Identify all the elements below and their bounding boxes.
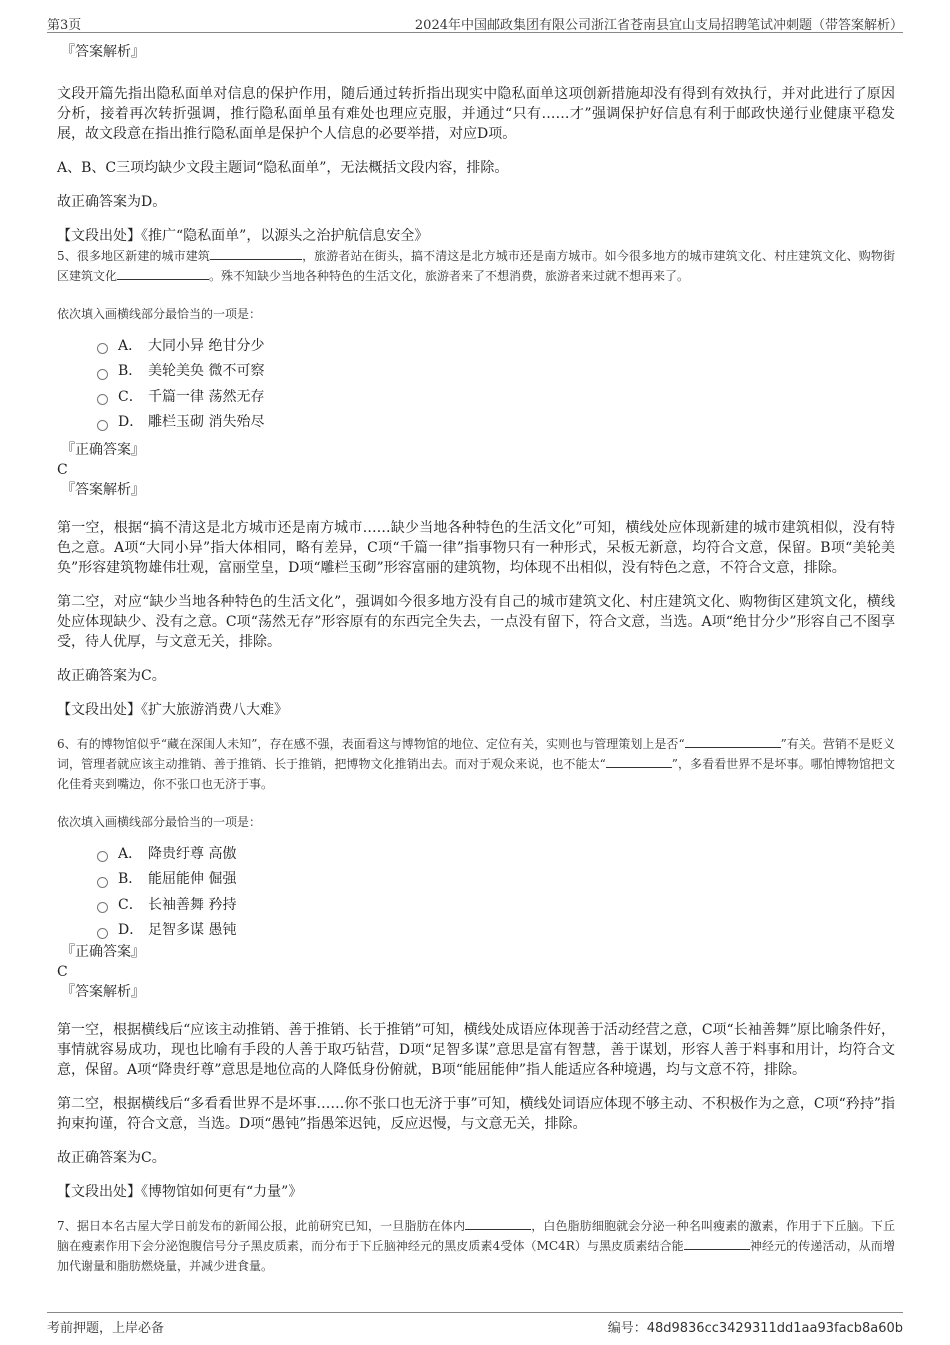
- question-prompt: 依次填入画横线部分最恰当的一项是：: [57, 307, 262, 321]
- analysis-paragraph: 第二空，对应“缺少当地各种特色的生活文化”，强调如今很多地方没有自己的城市建筑文化、村庄建筑文化、购物街区建筑文化，横线处应体现缺少、没有之意。C项“荡然无存”形容原有的东西完全失去，一点没有留下，符合文意，当选。A项“绝甘分少”形容自己不图享受，待人优厚，与文意无关，排除。: [57, 594, 895, 650]
- option-b[interactable]: B． 美轮美奂 微不可察: [97, 358, 895, 384]
- correct-answer: C: [57, 462, 68, 478]
- option-d[interactable]: D． 足智多谋 愚钝: [97, 917, 895, 943]
- option-b[interactable]: B． 能屈能伸 倔强: [97, 866, 895, 892]
- question-5-stem: 5、很多地区新建的城市建筑 ，旅游者站在街头，搞不清这是北方城市还是南方城市。如今很多地方的城市建筑文化、村庄建筑文化、购物街区建筑文化 。殊不知缺少当地各种特色的生活文化，旅游者来了不想消费，旅游者来过就不想再来了。: [57, 249, 895, 283]
- blank-line: [606, 755, 672, 768]
- question-7-stem: 7、据日本名古屋大学日前发布的新闻公报，此前研究已知，一旦脂肪在体内 ，白色脂肪细胞就会分泌一种名叫瘦素的激素，作用于下丘脑。下丘脑在瘦素作用下会分泌饱腹信号分子黑皮质素，而分布于下丘脑神经元的黑皮质素4受体（MC4R）与黑皮质素结合能 神经元的传递活动，从而增加代谢量和脂肪燃烧量，并减少进食量。: [57, 1219, 895, 1273]
- conclusion: 故正确答案为D。: [57, 194, 167, 210]
- conclusion: 故正确答案为C。: [57, 1150, 166, 1166]
- source-citation: 【文段出处】《博物馆如何更有“力量”》: [57, 1184, 303, 1200]
- footer-slogan: 考前押题，上岸必备: [47, 1321, 165, 1336]
- option-c[interactable]: C． 千篇一律 荡然无存: [97, 383, 895, 409]
- correct-answer: C: [57, 964, 68, 980]
- option-d[interactable]: D． 雕栏玉砌 消失殆尽: [97, 409, 895, 435]
- document-body: [57, 42, 895, 1276]
- conclusion: 故正确答案为C。: [57, 668, 166, 684]
- analysis-title: 『答案解析』: [61, 44, 145, 60]
- option-c[interactable]: C． 长袖善舞 矜持: [97, 891, 895, 917]
- source-citation: 【文段出处】《扩大旅游消费八大难》: [57, 702, 288, 718]
- radio-icon[interactable]: [97, 851, 108, 862]
- analysis-paragraph: 第一空，根据横线后“应该主动推销、善于推销、长于推销”可知，横线处成语应体现善于活动经营之意，C项“长袖善舞”原比喻条件好，事情就容易成功，现也比喻有手段的人善于取巧钻营，D项“足智多谋”意思是富有智慧，善于谋划，形容人善于料事和用计，均符合文意，保留。A项“降贵纡尊”意思是地位高的人降低身份俯就，B项“能屈能伸”指人能适应各种境遇，均与文意不符，排除。: [57, 1022, 895, 1078]
- blank-line: [210, 247, 302, 260]
- page-number: 第3页: [47, 18, 82, 33]
- analysis-paragraph: 第二空，根据横线后“多看看世界不是坏事……你不张口也无济于事”可知，横线处词语应体现不够主动、不积极作为之意，C项“矜持”指拘束拘谨，符合文意，当选。D项“愚钝”指愚笨迟钝，反应迟慢，与文意无关，排除。: [57, 1096, 895, 1132]
- radio-icon[interactable]: [97, 394, 108, 405]
- radio-icon[interactable]: [97, 343, 108, 354]
- document-id: 编号：48d9836cc3429311dd1aa93facb8a60b: [607, 1321, 903, 1336]
- source-citation: 【文段出处】《推广“隐私面单”，以源头之治护航信息安全》: [57, 228, 429, 244]
- radio-icon[interactable]: [97, 420, 108, 431]
- radio-icon[interactable]: [97, 928, 108, 939]
- question-5-options: [97, 332, 895, 434]
- page-header: [47, 10, 903, 33]
- analysis-paragraph: A、B、C三项均缺少文段主题词“隐私面单”，无法概括文段内容，排除。: [57, 160, 509, 176]
- question-prompt: 依次填入画横线部分最恰当的一项是：: [57, 815, 262, 829]
- blank-line: [685, 735, 781, 748]
- analysis-paragraph: 文段开篇先指出隐私面单对信息的保护作用，随后通过转折指出现实中隐私面单这项创新措施却没有得到有效执行，并对此进行了原因分析，接着再次转折强调，推行隐私面单虽有难处也理应克服，并通过“只有……才”强调保护好信息有利于邮政快递行业健康平稳发展，故文段意在指出推行隐私面单是保护个人信息的必要举措，对应D项。: [57, 86, 895, 142]
- analysis-paragraph: 第一空，根据“搞不清这是北方城市还是南方城市……缺少当地各种特色的生活文化”可知，横线处应体现新建的城市建筑相似，没有特色之意。A项“大同小异”指大体相同，略有差异，C项“千篇一律”指事物只有一种形式，呆板无新意，均符合文意，保留。B项“美轮美奂”形容建筑物雄伟壮观，富丽堂皇，D项“雕栏玉砌”形容富丽的建筑物，均体现不出相似，没有特色之意，不符合文意，排除。: [57, 520, 895, 576]
- radio-icon[interactable]: [97, 877, 108, 888]
- question-6-stem: 6、有的博物馆似乎“藏在深闺人未知”，存在感不强，表面看这与博物馆的地位、定位有关，实则也与管理策划上是否“ ”有关。营销不是贬义词，管理者就应该主动推销、善于推销、长于推销，把博物文化推销出去。而对于观众来说，也不能太“ ”，多看看世界不是坏事。哪怕博物馆把文化佳肴夹到嘴边，你不张口也无济于事。: [57, 737, 895, 791]
- page-footer: [47, 1312, 903, 1335]
- option-a[interactable]: A． 降贵纡尊 高傲: [97, 840, 895, 866]
- correct-answer-title: 『正确答案』: [61, 442, 145, 458]
- analysis-title: 『答案解析』: [61, 482, 145, 498]
- option-a[interactable]: A． 大同小异 绝甘分少: [97, 332, 895, 358]
- question-6-options: [97, 840, 895, 942]
- analysis-title: 『答案解析』: [61, 984, 145, 1000]
- blank-line: [465, 1217, 531, 1230]
- blank-line: [117, 267, 209, 280]
- blank-line: [684, 1237, 750, 1250]
- radio-icon[interactable]: [97, 902, 108, 913]
- radio-icon[interactable]: [97, 369, 108, 380]
- document-title: 2024年中国邮政集团有限公司浙江省苍南县宜山支局招聘笔试冲刺题（带答案解析）: [414, 18, 903, 33]
- correct-answer-title: 『正确答案』: [61, 944, 145, 960]
